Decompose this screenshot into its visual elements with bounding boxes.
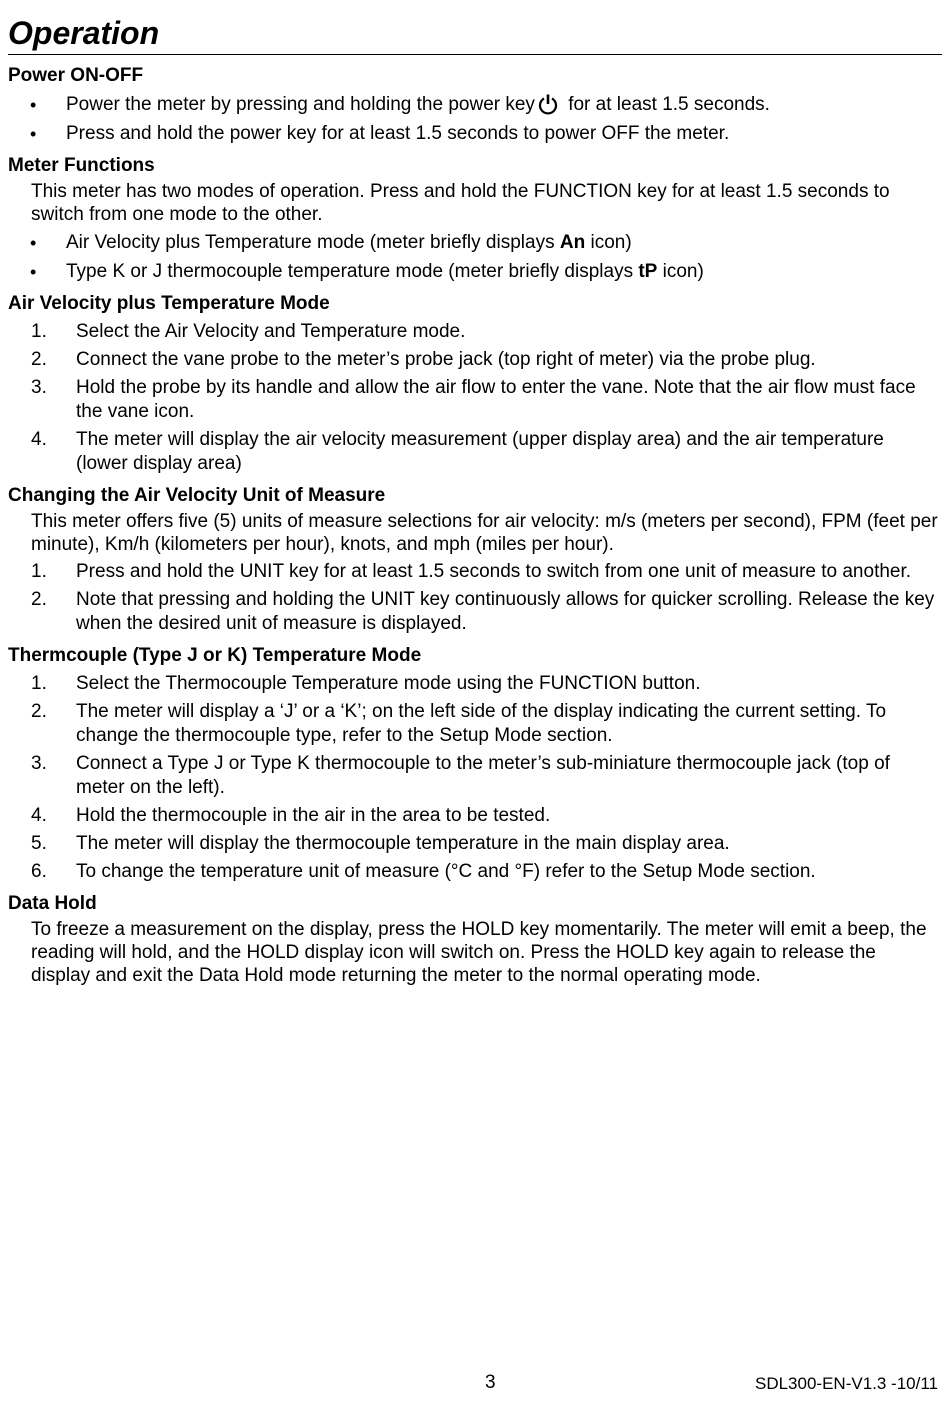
step-number: 4. (31, 429, 47, 450)
list-item (8, 700, 940, 748)
list-item (8, 231, 940, 255)
step-text: Hold the thermocouple in the air in the area to be tested. (76, 805, 551, 826)
list-item (8, 348, 940, 372)
air-velocity-steps (8, 320, 940, 476)
step-text: Press and hold the UNIT key for at least 1.5 seconds to switch from one unit of measure to another. (76, 561, 912, 582)
list-item (8, 122, 940, 146)
list-item (8, 860, 940, 884)
mode-1-text: Air Velocity plus Temperature mode (meter briefly displays (66, 232, 560, 253)
air-velocity-heading: Air Velocity plus Temperature Mode (8, 293, 330, 314)
document-code: SDL300-EN-V1.3 -10/11 (754, 1374, 938, 1393)
step-number: 1. (31, 673, 47, 694)
unit-heading: Changing the Air Velocity Unit of Measure (8, 485, 386, 506)
list-item (8, 260, 940, 284)
section-unit-of-measure (8, 484, 940, 636)
list-item (8, 832, 940, 856)
power-bullets (8, 93, 940, 146)
data-hold-text: To freeze a measurement on the display, press the HOLD key momentarily. The meter will emit a beep, the reading will hold, and the HOLD display icon will switch on. Press the HOLD key again to release the display and exit the Data Hold mode returning the meter to the normal operating mode. (31, 919, 927, 986)
step-text: Hold the probe by its handle and allow the air flow to enter the vane. Note that the air flow must face the vane icon. (76, 377, 916, 422)
power-bullet-1-text: Power the meter by pressing and holding the power key (66, 94, 535, 115)
step-number: 3. (31, 753, 47, 774)
list-item (8, 752, 940, 800)
step-text: Connect the vane probe to the meter’s probe jack (top right of meter) via the probe plug. (76, 349, 816, 370)
list-item (8, 588, 940, 636)
power-icon (537, 93, 559, 115)
step-number: 2. (31, 701, 47, 722)
list-item (8, 320, 940, 344)
unit-intro: This meter offers five (5) units of measure selections for air velocity: m/s (meters per second), FPM (feet per minute), Km/h (kilometers per hour), knots, and mph (miles per hour). (31, 511, 938, 555)
list-item (8, 93, 940, 117)
mode-1-text-end: icon) (585, 232, 632, 253)
section-meter-functions (8, 154, 940, 284)
step-number: 5. (31, 833, 47, 854)
step-number: 2. (31, 349, 47, 370)
meter-functions-heading: Meter Functions (8, 155, 155, 176)
list-item (8, 804, 940, 828)
step-number: 3. (31, 377, 47, 398)
list-item (8, 560, 940, 584)
step-text: To change the temperature unit of measure (°C and °F) refer to the Setup Mode section. (76, 861, 816, 882)
thermocouple-heading: Thermcouple (Type J or K) Temperature Mode (8, 645, 422, 666)
power-bullet-2-text: Press and hold the power key for at least 1.5 seconds to power OFF the meter. (66, 123, 730, 144)
mode-2-text-end: icon) (657, 261, 704, 282)
mode-2-icon-label: tP (638, 261, 658, 282)
step-number: 2. (31, 589, 47, 610)
section-power (8, 64, 940, 146)
step-number: 6. (31, 861, 47, 882)
section-thermocouple (8, 644, 940, 884)
step-text: The meter will display the thermocouple temperature in the main display area. (76, 833, 730, 854)
step-number: 1. (31, 321, 47, 342)
step-text: The meter will display the air velocity measurement (upper display area) and the air temperature (lower display area) (76, 429, 884, 474)
unit-steps (8, 560, 940, 636)
thermocouple-steps (8, 672, 940, 884)
page-title: Operation (8, 14, 942, 55)
list-item (8, 428, 940, 476)
step-number: 1. (31, 561, 47, 582)
section-air-velocity (8, 292, 940, 476)
step-number: 4. (31, 805, 47, 826)
power-bullet-1-text-end: for at least 1.5 seconds. (562, 94, 770, 115)
step-text: The meter will display a ‘J’ or a ‘K’; on the left side of the display indicating the current setting. To change the thermocouple type, refer to the Setup Mode section. (76, 701, 887, 746)
mode-1-icon-label: An (559, 232, 586, 253)
meter-functions-bullets (8, 231, 940, 284)
power-heading: Power ON-OFF (8, 65, 144, 86)
step-text: Select the Thermocouple Temperature mode using the FUNCTION button. (76, 673, 701, 694)
step-text: Connect a Type J or Type K thermocouple to the meter’s sub-miniature thermocouple jack (top of meter on the left). (76, 753, 890, 798)
list-item (8, 672, 940, 696)
mode-2-text: Type K or J thermocouple temperature mode (meter briefly displays (66, 261, 639, 282)
step-text: Note that pressing and holding the UNIT key continuously allows for quicker scrolling. Release the key when the desired unit of measure is displayed. (76, 589, 935, 634)
list-item (8, 376, 940, 424)
meter-functions-intro: This meter has two modes of operation. Press and hold the FUNCTION key for at least 1.5 seconds to switch from one mode to the other. (31, 181, 890, 225)
document-body (8, 64, 940, 987)
data-hold-heading: Data Hold (8, 893, 97, 914)
section-data-hold (8, 892, 940, 987)
page-number: 3 (485, 1372, 496, 1393)
step-text: Select the Air Velocity and Temperature mode. (76, 321, 466, 342)
